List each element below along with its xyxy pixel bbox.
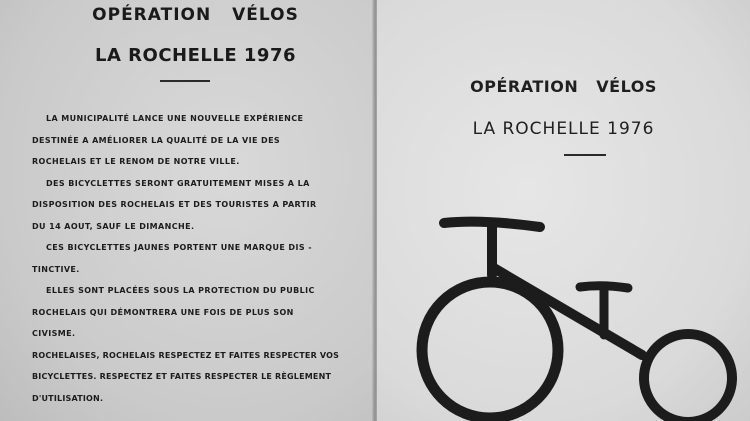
body-line: DU 14 AOUT, SAUF LE DIMANCHE. <box>32 221 195 231</box>
right-page-subtitle: LA ROCHELLE 1976 <box>472 119 655 139</box>
body-line: ROCHELAISES, ROCHELAIS RESPECTEZ ET FAITES RESPECTER VOS <box>32 350 340 360</box>
body-line: LA MUNICIPALITÉ LANCE UNE NOUVELLE EXPÉRIENCE <box>46 114 304 123</box>
body-line: CIVISME. <box>32 329 76 338</box>
body-line: CES BICYCLETTES JAUNES PORTENT UNE MARQUE DIS - <box>46 243 312 252</box>
bicycle-icon <box>412 205 750 421</box>
right-title-divider <box>564 154 606 156</box>
body-line: DISPOSITION DES ROCHELAIS ET DES TOURISTES A PARTIR <box>32 200 317 209</box>
body-line: ROCHELAIS ET LE RENOM DE NOTRE VILLE. <box>32 157 240 166</box>
body-line: ELLES SONT PLACÉES SOUS LA PROTECTION DU PUBLIC <box>46 286 315 295</box>
left-page-subtitle: LA ROCHELLE 1976 <box>95 45 296 66</box>
body-line: DES BICYCLETTES SERONT GRATUITEMENT MISES A LA <box>46 178 310 188</box>
body-line: ROCHELAIS QUI DÉMONTRERA UNE FOIS DE PLUS SON <box>32 307 294 317</box>
body-line: TINCTIVE. <box>32 264 80 274</box>
body-line: BICYCLETTES. RESPECTEZ ET FAITES RESPECTER LE RÈGLEMENT <box>32 372 332 381</box>
body-line: D'UTILISATION. <box>32 393 104 403</box>
body-line: DESTINÉE A AMÉLIORER LA QUALITÉ DE LA VIE DES <box>32 135 281 145</box>
right-page-title: OPÉRATION VÉLOS <box>470 77 657 96</box>
leaflet-body-text <box>32 108 340 409</box>
left-title-divider <box>160 80 210 82</box>
left-page-title: OPÉRATION VÉLOS <box>92 5 299 25</box>
